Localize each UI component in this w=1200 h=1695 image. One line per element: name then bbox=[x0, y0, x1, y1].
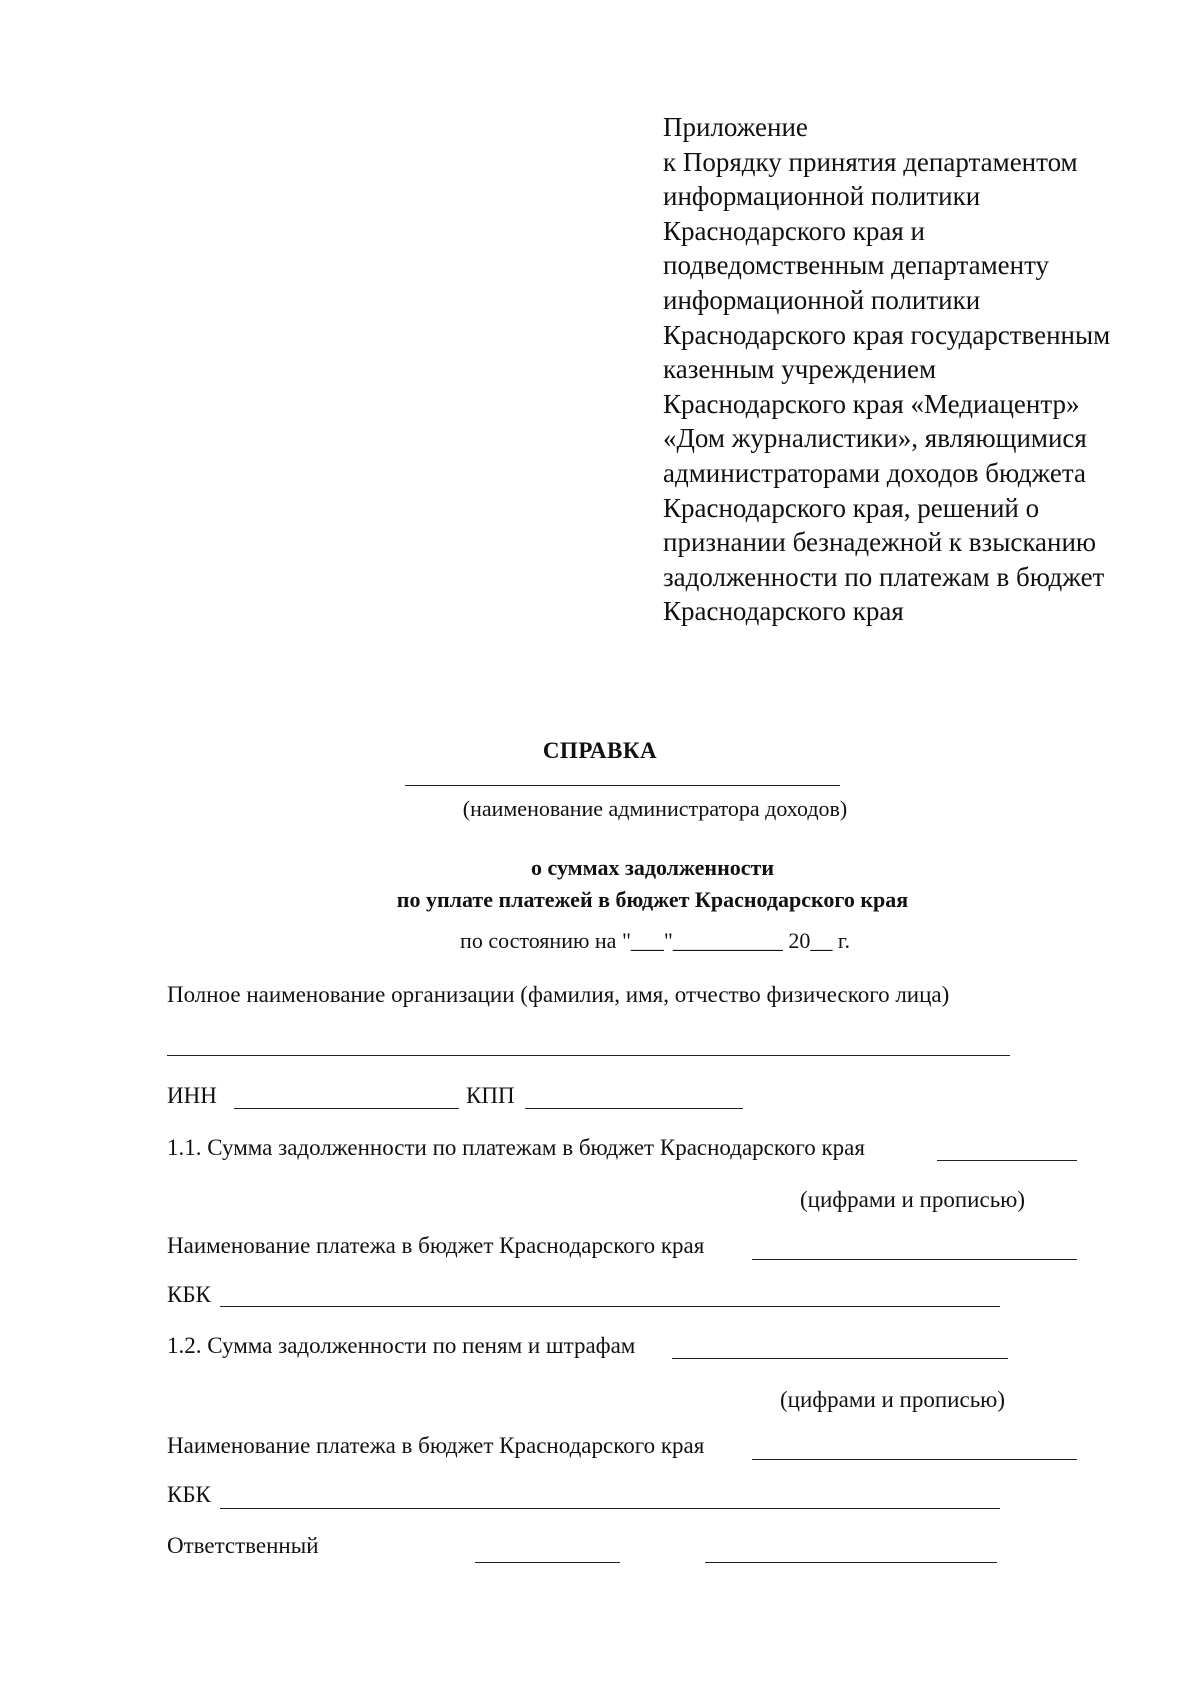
item-1-2-label: 1.2. Сумма задолженности по пеням и штрафам bbox=[167, 1333, 636, 1358]
document-title: СПРАВКА bbox=[542, 738, 658, 763]
payment-name-field-line-1 bbox=[752, 1259, 1077, 1260]
inn-label: ИНН bbox=[167, 1083, 217, 1108]
appendix-line: задолженности по платежам в бюджет bbox=[663, 561, 1105, 592]
subtitle-line-2: по уплате платежей в бюджет Краснодарского края bbox=[396, 887, 909, 912]
appendix-block bbox=[663, 110, 1163, 629]
kpp-field-line bbox=[525, 1108, 743, 1109]
appendix-line: казенным учреждением bbox=[663, 354, 937, 385]
payment-name-label-2: Наименование платежа в бюджет Краснодарского края bbox=[167, 1433, 705, 1458]
item-1-2-field-line bbox=[672, 1358, 1008, 1359]
responsible-name-line bbox=[705, 1562, 997, 1563]
admin-name-caption: (наименование администратора доходов) bbox=[462, 796, 848, 821]
appendix-line: Краснодарского края «Медиацентр» bbox=[663, 388, 1080, 419]
amount-caption-2: (цифрами и прописью) bbox=[780, 1387, 1006, 1412]
org-name-field-line bbox=[167, 1055, 1010, 1056]
appendix-line: к Порядку принятия департаментом bbox=[663, 146, 1078, 177]
appendix-line: Краснодарского края, решений о bbox=[663, 492, 1040, 523]
payment-name-field-line-2 bbox=[752, 1459, 1077, 1460]
kbk-field-line-2 bbox=[220, 1508, 1000, 1509]
appendix-line: Приложение bbox=[663, 112, 808, 142]
appendix-line: Краснодарского края bbox=[663, 596, 904, 627]
item-1-1-field-line bbox=[937, 1160, 1077, 1161]
kbk-field-line-1 bbox=[220, 1306, 1000, 1307]
appendix-line: подведомственным департаменту bbox=[663, 250, 1050, 281]
appendix-line: «Дом журналистики», являющимися bbox=[663, 423, 1087, 454]
appendix-line: администраторами доходов бюджета bbox=[663, 457, 1086, 488]
date-line: по состоянию на "___"__________ 20__ г. bbox=[460, 928, 850, 953]
appendix-line: признании безнадежной к взысканию bbox=[663, 527, 1097, 558]
appendix-line: информационной политики bbox=[663, 284, 981, 315]
item-1-1-label: 1.1. Сумма задолженности по платежам в бюджет Краснодарского края bbox=[167, 1135, 865, 1160]
payment-name-label-1: Наименование платежа в бюджет Краснодарского края bbox=[167, 1233, 705, 1258]
amount-caption-1: (цифрами и прописью) bbox=[800, 1187, 1026, 1212]
kpp-label: КПП bbox=[466, 1083, 515, 1108]
appendix-line: Краснодарского края государственным bbox=[663, 319, 1111, 350]
responsible-signature-line bbox=[475, 1562, 620, 1563]
kbk-label-1: КБК bbox=[167, 1282, 211, 1307]
subtitle-line-1: о суммах задолженности bbox=[530, 855, 775, 880]
org-name-label: Полное наименование организации (фамилия, имя, отчество физического лица) bbox=[167, 982, 950, 1007]
responsible-label: Ответственный bbox=[167, 1533, 319, 1558]
appendix-line: Краснодарского края и bbox=[663, 215, 925, 246]
kbk-label-2: КБК bbox=[167, 1482, 211, 1507]
inn-field-line bbox=[234, 1108, 459, 1109]
admin-name-field-line bbox=[405, 785, 840, 786]
appendix-line: информационной политики bbox=[663, 181, 981, 212]
